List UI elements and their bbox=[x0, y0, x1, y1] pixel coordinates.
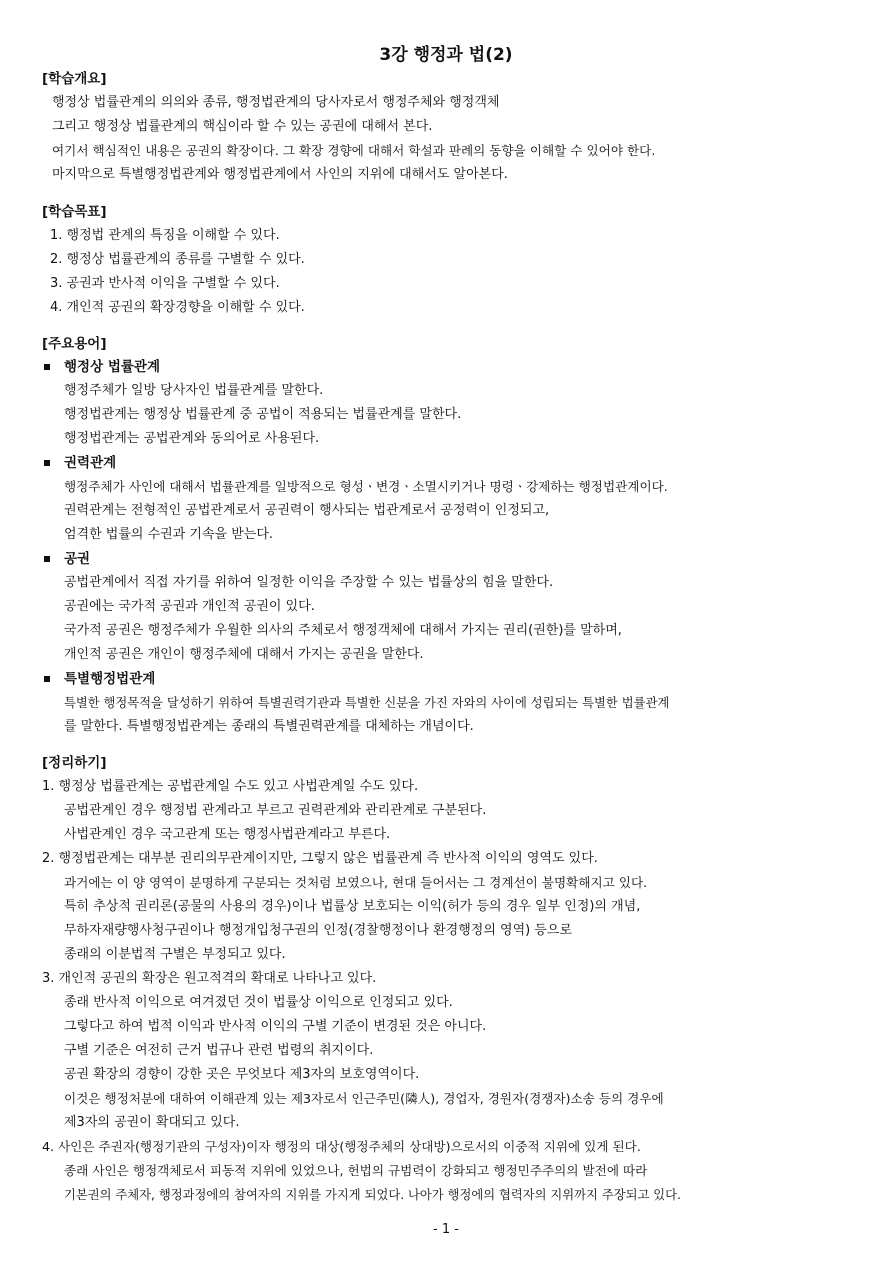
term-line: 개인적 공권은 개인이 행정주체에 대해서 가지는 공권을 말한다. bbox=[64, 647, 424, 662]
summary-line: 공법관계인 경우 행정법 관계라고 부르고 권력관계와 관리관계로 구분된다. bbox=[64, 803, 487, 818]
term-line: 행정법관계는 공법관계와 동의어로 사용된다. bbox=[64, 431, 320, 446]
summary-line: 종래의 이분법적 구별은 부정되고 있다. bbox=[64, 947, 286, 962]
overview-line: 마지막으로 특별행정법관계와 행정법관계에서 사인의 지위에 대해서도 알아본다. bbox=[52, 167, 508, 182]
overview-line: 여기서 핵심적인 내용은 공권의 확장이다. 그 확장 경향에 대해서 학설과 판례의 동향을 이해할 수 있어야 한다. bbox=[52, 143, 656, 158]
term-line: 행정주체가 사인에 대해서 법률관계를 일방적으로 형성ㆍ변경ㆍ소멸시키거나 명령ㆍ강제하는 행정법관계이다. bbox=[64, 479, 668, 494]
goal-item: 4. 개인적 공권의 확장경향을 이해할 수 있다. bbox=[50, 300, 305, 315]
overview-heading: [학습개요] bbox=[42, 71, 107, 87]
terms-heading: [주요용어] bbox=[42, 336, 107, 352]
page-number: - 1 - bbox=[433, 1222, 459, 1237]
summary-heading: [정리하기] bbox=[42, 755, 107, 771]
goal-item: 1. 행정법 관계의 특징을 이해할 수 있다. bbox=[50, 228, 280, 243]
summary-line: 그렇다고 하여 법적 이익과 반사적 이익의 구별 기준이 변경된 것은 아니다. bbox=[64, 1019, 487, 1034]
term-title: 공권 bbox=[64, 551, 91, 567]
bullet-icon bbox=[44, 460, 50, 466]
term-title: 권력관계 bbox=[64, 455, 117, 471]
term-line: 엄격한 법률의 수권과 기속을 받는다. bbox=[64, 527, 274, 542]
summary-line: 종래 사인은 행정객체로서 피동적 지위에 있었으나, 헌법의 규범력이 강화되고 행정민주주의의 발전에 따라 bbox=[64, 1163, 648, 1178]
term-line: 특별한 행정목적을 달성하기 위하여 특별권력기관과 특별한 신분을 가진 자와의 사이에 성립되는 특별한 법률관계 bbox=[64, 696, 670, 710]
overview-line: 그리고 행정상 법률관계의 핵심이라 할 수 있는 공권에 대해서 본다. bbox=[52, 119, 433, 134]
summary-line: 과거에는 이 양 영역이 분명하게 구분되는 것처럼 보였으나, 현대 들어서는 그 경계선이 불명확해지고 있다. bbox=[64, 875, 648, 890]
summary-item: 3. 개인적 공권의 확장은 원고적격의 확대로 나타나고 있다. bbox=[42, 971, 377, 986]
overview-line: 행정상 법률관계의 의의와 종류, 행정법관계의 당사자로서 행정주체와 행정객체 bbox=[52, 95, 500, 110]
summary-item: 2. 행정법관계는 대부분 권리의무관계이지만, 그렇지 않은 법률관계 즉 반사적 이익의 영역도 있다. bbox=[42, 851, 598, 866]
summary-line: 종래 반사적 이익으로 여겨졌던 것이 법률상 이익으로 인정되고 있다. bbox=[64, 995, 453, 1010]
bullet-icon bbox=[44, 556, 50, 562]
term-title: 특별행정법관계 bbox=[64, 671, 156, 687]
term-line: 권력관계는 전형적인 공법관계로서 공권력이 행사되는 법관계로서 공정력이 인정되고, bbox=[64, 503, 550, 518]
summary-line: 공권 확장의 경향이 강한 곳은 무엇보다 제3자의 보호영역이다. bbox=[64, 1067, 420, 1082]
term-line: 행정주체가 일방 당사자인 법률관계를 말한다. bbox=[64, 383, 324, 398]
goals-heading: [학습목표] bbox=[42, 204, 107, 220]
summary-item: 1. 행정상 법률관계는 공법관계일 수도 있고 사법관계일 수도 있다. bbox=[42, 779, 419, 794]
term-line: 국가적 공권은 행정주체가 우월한 의사의 주체로서 행정객체에 대해서 가지는 권리(권한)를 말하며, bbox=[64, 623, 622, 638]
bullet-icon bbox=[44, 364, 50, 370]
summary-item: 4. 사인은 주권자(행정기관의 구성자)이자 행정의 대상(행정주체의 상대방)으로서의 이중적 지위에 있게 된다. bbox=[42, 1139, 641, 1154]
summary-line: 무하자재량행사청구권이나 행정개입청구권의 인정(경찰행정이나 환경행정의 영역) 등으로 bbox=[64, 923, 573, 938]
term-line: 공법관계에서 직접 자기를 위하여 일정한 이익을 주장할 수 있는 법률상의 힘을 말한다. bbox=[64, 575, 554, 590]
bullet-icon bbox=[44, 676, 50, 682]
term-line: 공권에는 국가적 공권과 개인적 공권이 있다. bbox=[64, 599, 315, 614]
summary-line: 기본권의 주체자, 행정과정에의 참여자의 지위를 가지게 되었다. 나아가 행정에의 협력자의 지위까지 주장되고 있다. bbox=[64, 1188, 681, 1202]
summary-line: 제3자의 공권이 확대되고 있다. bbox=[64, 1115, 240, 1130]
term-line: 를 말한다. 특별행정법관계는 종래의 특별권력관계를 대체하는 개념이다. bbox=[64, 719, 474, 734]
goal-item: 2. 행정상 법률관계의 종류를 구별할 수 있다. bbox=[50, 252, 305, 267]
term-line: 행정법관계는 행정상 법률관계 중 공법이 적용되는 법률관계를 말한다. bbox=[64, 407, 462, 422]
summary-line: 이것은 행정처분에 대하여 이해관계 있는 제3자로서 인근주민(隣人), 경업자, 경원자(경쟁자)소송 등의 경우에 bbox=[64, 1091, 664, 1106]
summary-line: 특히 추상적 권리론(공물의 사용의 경우)이나 법률상 보호되는 이익(허가 등의 경우 일부 인정)의 개념, bbox=[64, 899, 641, 914]
page-title: 3강 행정과 법(2) bbox=[379, 45, 513, 65]
summary-line: 구별 기준은 여전히 근거 법규나 관련 법령의 취지이다. bbox=[64, 1043, 374, 1058]
summary-line: 사법관계인 경우 국고관계 또는 행정사법관계라고 부른다. bbox=[64, 827, 391, 842]
term-title: 행정상 법률관계 bbox=[64, 359, 160, 375]
goal-item: 3. 공권과 반사적 이익을 구별할 수 있다. bbox=[50, 276, 280, 291]
